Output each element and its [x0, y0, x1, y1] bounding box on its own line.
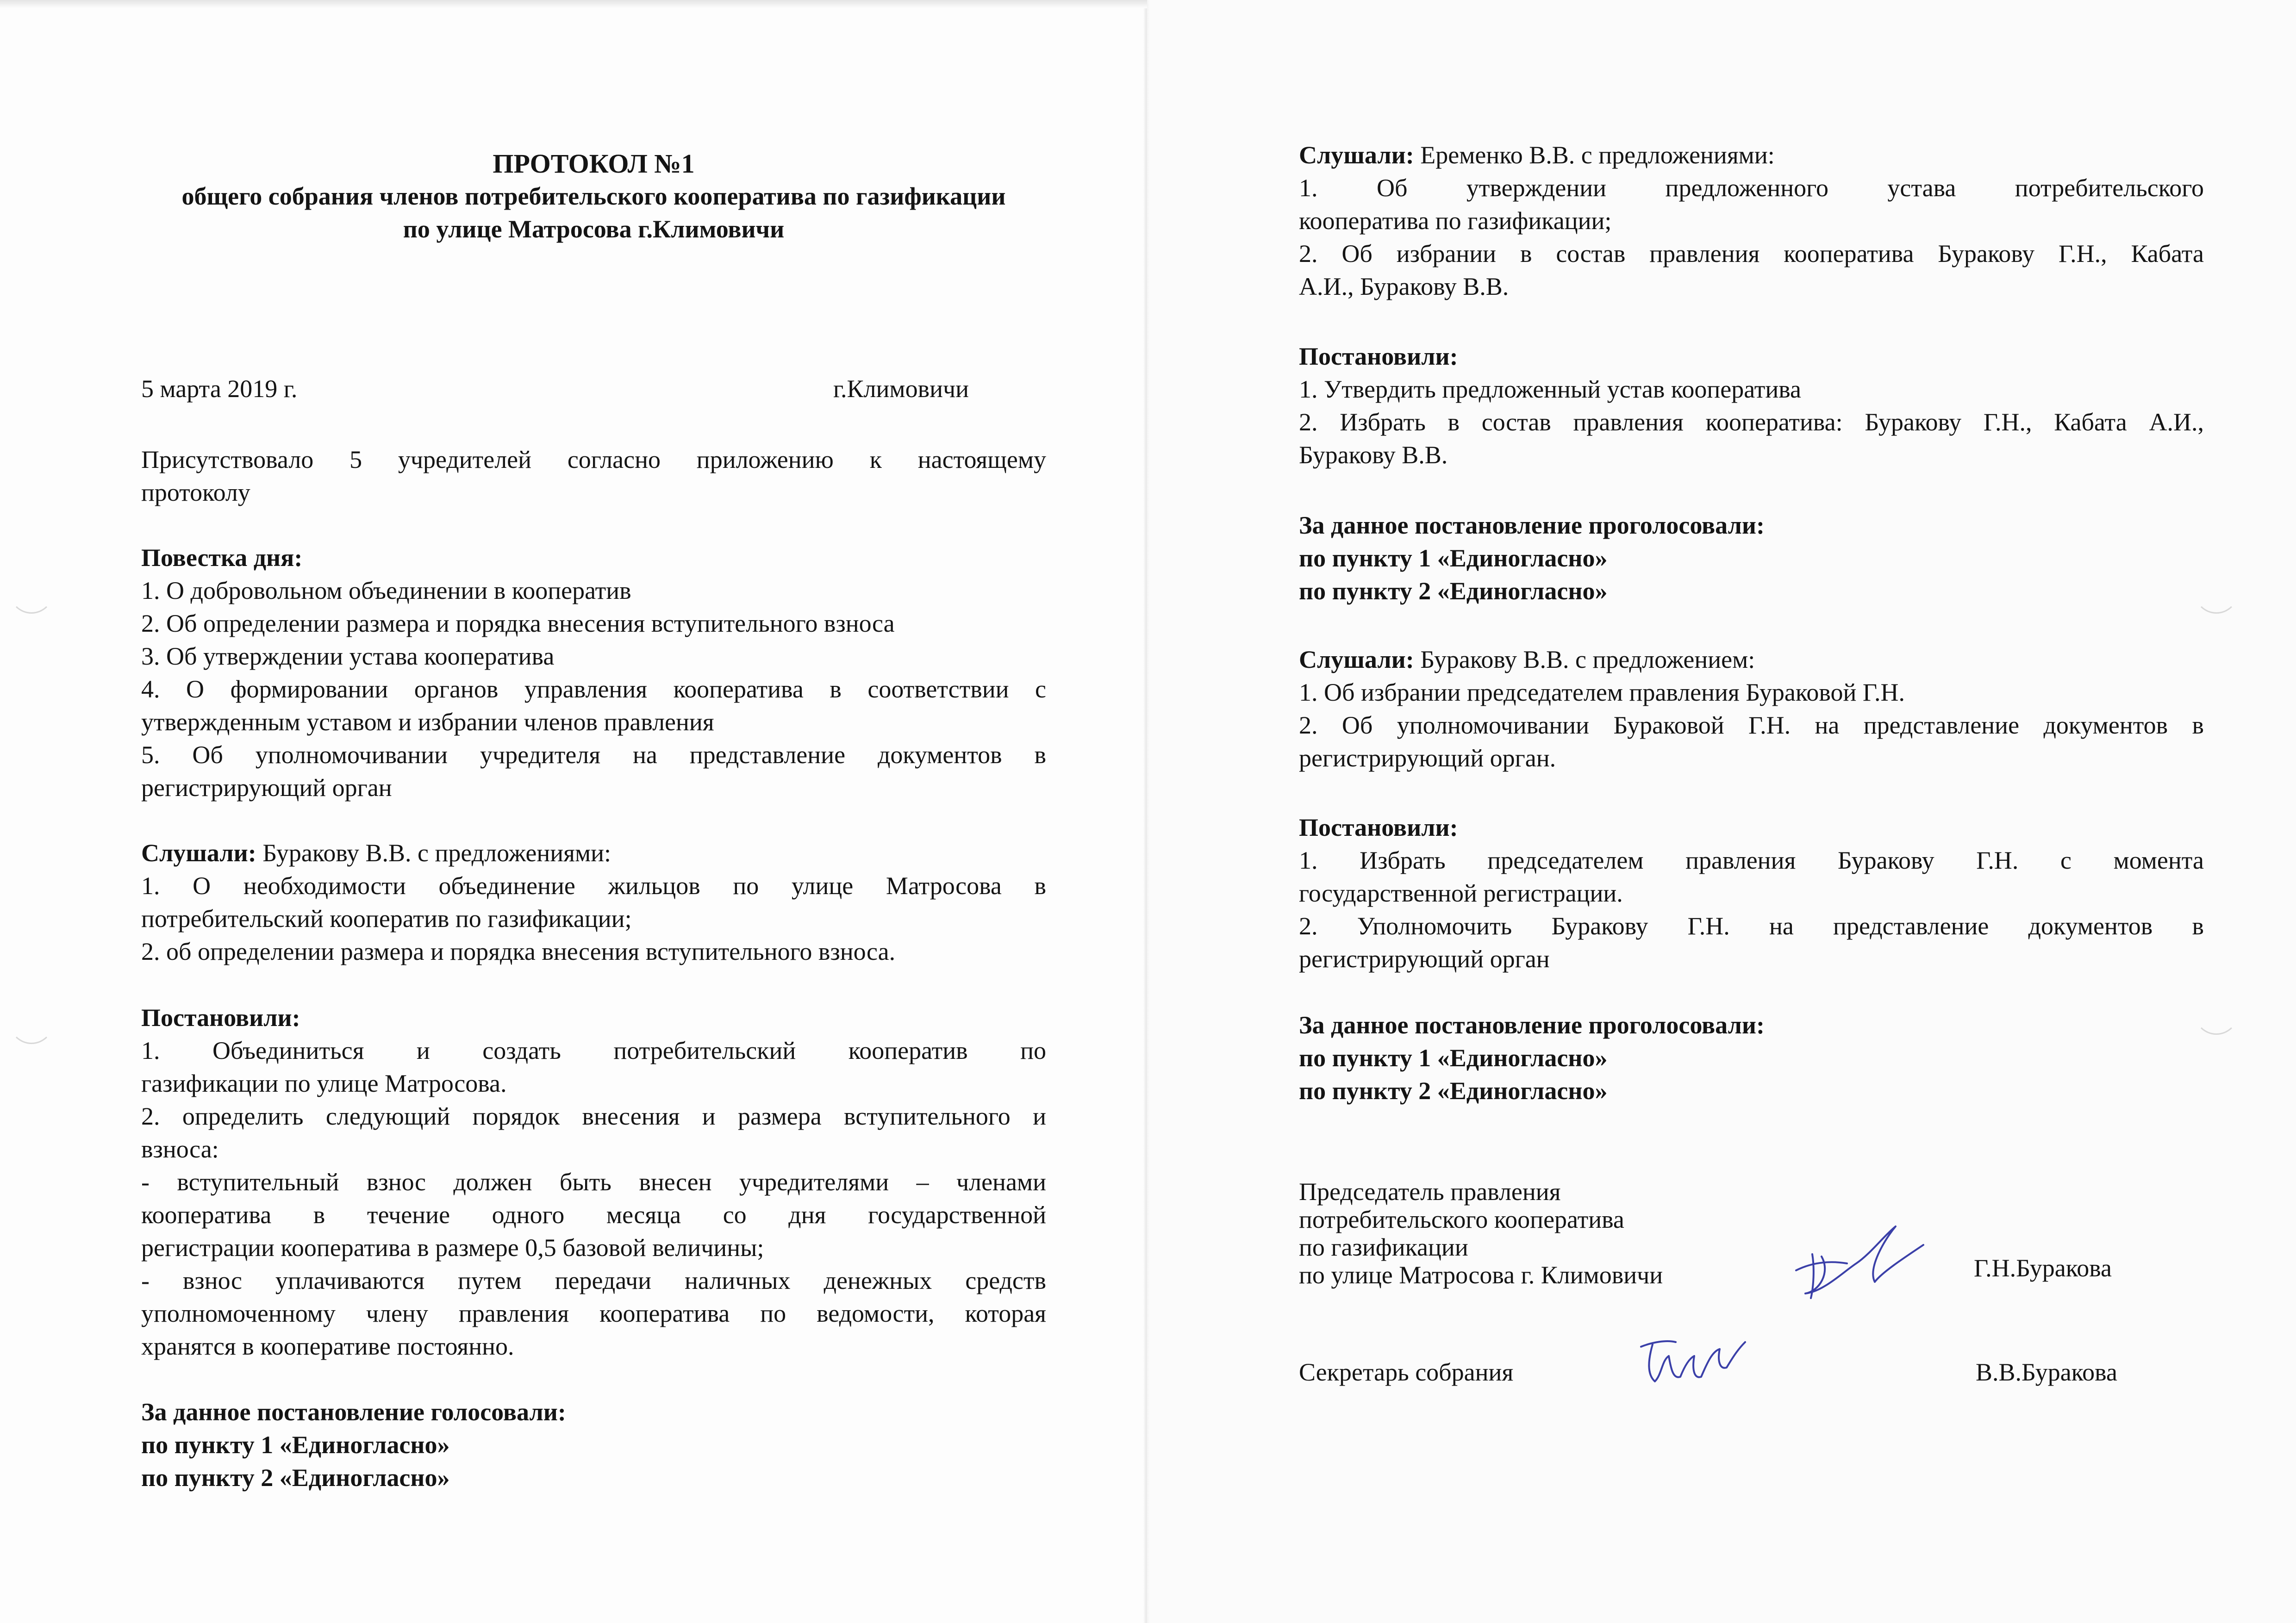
decided-heading: Постановили: [1299, 342, 1458, 370]
decided-heading: Постановили: [141, 1004, 300, 1032]
agenda-item: 3. Об утверждении устава кооператива [141, 642, 555, 670]
document-date: 5 марта 2019 г. [141, 375, 298, 403]
scan-edge [0, 0, 1147, 8]
agenda-item: регистрирующий орган [141, 774, 392, 802]
decided-section: Постановили: 1. Утвердить предложенный устав кооператива 2. Избрать в состав правления кооператива: Буракову Г.Н., Кабата А.И., Буракову В.В. [1299, 340, 2204, 472]
heard-label: Слушали: [1299, 141, 1414, 169]
vote-heading: За данное постановление голосовали: [141, 1398, 566, 1426]
agenda-section [141, 541, 1046, 804]
protocol-subtitle-line: по улице Матросова г.Климовичи [403, 215, 785, 243]
secretary-name: В.В.Буракова [1976, 1358, 2117, 1386]
heard-label: Слушали: [141, 839, 256, 867]
punch-hole-mark [9, 569, 54, 614]
agenda-item: 1. О добровольном объединении в кооператив [141, 577, 631, 604]
vote-section: За данное постановление проголосовали: по пункту 1 «Единогласно» по пункту 2 «Единогласно» [1299, 509, 2204, 608]
document-place: г.Климовичи [833, 375, 969, 403]
heard-section: Слушали: Буракову В.В. с предложениями: 1. О необходимости объединение жильцов по улице Матросова в потребительский кооператив по газификации; 2. об определении размера и порядка внесения вступительного взноса. [141, 839, 1046, 965]
punch-hole-mark [9, 1000, 54, 1044]
vote-heading: За данное постановление проголосовали: [1299, 1011, 1765, 1039]
decided-section: Постановили: 1. Избрать председателем правления Буракову Г.Н. с момента государственной регистрации. 2. Уполномочить Буракову Г.Н. на представление документов в регистрирующий орган [1299, 811, 2204, 976]
protocol-subtitle-line: общего собрания членов потребительского кооператива по газификации [181, 182, 1006, 210]
chair-signature-block: Председатель правления потребительского кооператива по газификации по улице Матросова г. Климовичи [1299, 1178, 1663, 1289]
heard-label: Слушали: [1299, 646, 1414, 673]
vote-section: За данное постановление проголосовали: по пункту 1 «Единогласно» по пункту 2 «Единогласно» [1299, 1009, 2204, 1107]
agenda-item: 5. Об уполномочивании учредителя на представление документов в [141, 741, 1046, 769]
agenda-item: 2. Об определении размера и порядка внесения вступительного взноса [141, 609, 895, 637]
chair-name: Г.Н.Буракова [1974, 1254, 2112, 1282]
chair-signature [1787, 1217, 1926, 1310]
secretary-signature [1634, 1333, 1750, 1393]
decided-section: Постановили: 1. Объединиться и создать потребительский кооператив по газификации по улице Матросова. 2. определить следующий порядок внесения и размера вступительного и взноса: - вступительный взнос должен быть внесен учредителями – членами кооператива в течение одного месяца со дня государственной регистрации кооператива в размере 0,5 базовой величины; - взнос уплачиваются путем передачи наличных денежных средств уполномоченному члену правления кооператива по ведомости, которая хранятся в кооперативе постоянно. [141, 1001, 1046, 1363]
decided-heading: Постановили: [1299, 814, 1458, 841]
document-title [141, 147, 1046, 246]
agenda-item: утвержденным уставом и избрании членов правления [141, 708, 714, 736]
heard-section: Слушали: Еременко В.В. с предложениями: 1. Об утверждении предложенного устава потребительского кооператива по газификации; 2. Об избрании в состав правления кооператива Буракову Г.Н., Кабата А.И., Буракову В.В. [1299, 141, 2204, 300]
page-divider [1143, 0, 1150, 1623]
agenda-heading: Повестка дня: [141, 544, 303, 572]
heard-section: Слушали: Буракову В.В. с предложением: 1. Об избрании председателем правления Бураковой Г.Н. 2. Об уполномочивании Бураковой Г.Н. на представление документов в регистрирующий орган. [1299, 646, 2204, 772]
attendance-paragraph: Присутствовало 5 учредителей согласно приложению к настоящему протоколу [141, 446, 1046, 506]
agenda-item: 4. О формировании органов управления кооператива в соответствии с [141, 675, 1046, 703]
protocol-title: ПРОТОКОЛ №1 [493, 149, 695, 179]
vote-heading: За данное постановление проголосовали: [1299, 511, 1765, 539]
secretary-label: Секретарь собрания [1299, 1358, 1514, 1386]
vote-section: За данное постановление голосовали: по пункту 1 «Единогласно» по пункту 2 «Единогласно» [141, 1396, 1046, 1494]
